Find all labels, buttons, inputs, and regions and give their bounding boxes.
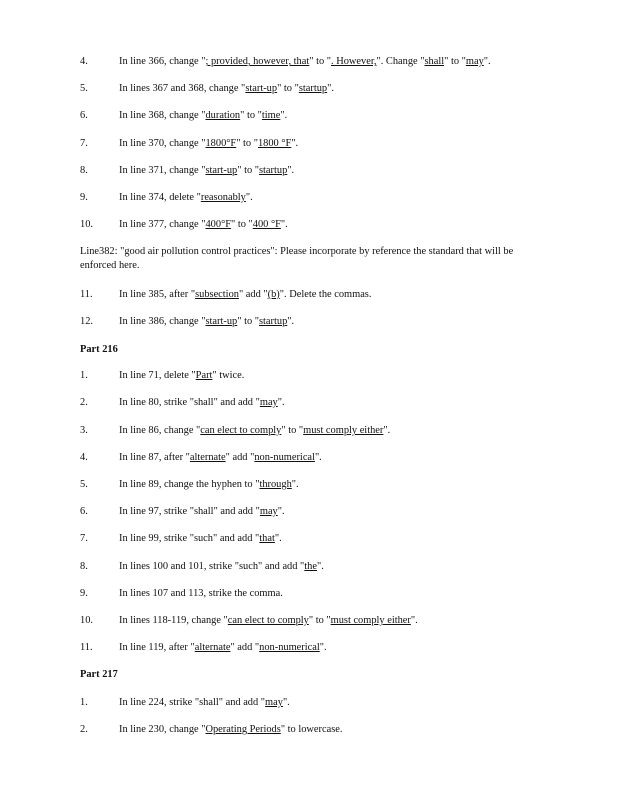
text-segment: In line 368, change " xyxy=(119,110,206,121)
underlined-term: non-numerical xyxy=(259,642,320,653)
underlined-term: may xyxy=(265,697,283,708)
text-segment: ". xyxy=(287,316,295,327)
item-number: 4. xyxy=(80,56,88,67)
text-segment: In line 89, change the hyphen to " xyxy=(119,479,260,490)
item-text xyxy=(119,723,342,736)
text-segment: ". xyxy=(287,165,295,176)
underlined-term: duration xyxy=(205,110,241,121)
underlined-term: alternate xyxy=(194,642,231,653)
underlined-term: startup xyxy=(298,83,328,94)
text-segment: " to " xyxy=(277,83,299,94)
item-number: 5. xyxy=(80,83,88,94)
item-text xyxy=(119,505,285,518)
text-segment: In line 86, change " xyxy=(119,425,201,436)
text-segment: In line 377, change " xyxy=(119,219,206,230)
item-text xyxy=(119,164,294,177)
underlined-term: subsection xyxy=(195,289,239,300)
text-segment: In line 371, change " xyxy=(119,165,206,176)
text-segment: In line 99, strike "such" and add " xyxy=(119,533,260,544)
text-segment: ". xyxy=(245,192,253,203)
item-number: 5. xyxy=(80,479,88,490)
text-segment: In line 386, change " xyxy=(119,316,206,327)
underlined-term: . However, xyxy=(331,56,377,67)
item-text xyxy=(119,369,244,382)
item-number: 6. xyxy=(80,110,88,121)
item-number: 8. xyxy=(80,561,88,572)
underlined-term: Operating Periods xyxy=(205,724,281,735)
underlined-term: time xyxy=(261,110,281,121)
underlined-term: can elect to comply xyxy=(227,615,309,626)
underlined-term: can elect to comply xyxy=(200,425,282,436)
text-segment: ". xyxy=(383,425,391,436)
item-text xyxy=(119,478,299,491)
text-segment: " to " xyxy=(231,219,253,230)
note-line-382: Line382: "good air pollution control practices": Please incorporate by reference the standard that will be enforced here. xyxy=(80,246,514,271)
text-segment: ". xyxy=(483,56,491,67)
text-segment: ". xyxy=(282,697,290,708)
text-segment: ". Change " xyxy=(376,56,425,67)
item-text xyxy=(119,424,390,437)
item-text xyxy=(119,587,283,600)
underlined-term: the xyxy=(304,561,317,572)
item-text xyxy=(119,191,253,204)
item-text xyxy=(119,451,322,464)
item-text xyxy=(119,109,287,122)
text-segment: In lines 118-119, change " xyxy=(119,615,228,626)
item-text xyxy=(119,315,294,328)
item-text xyxy=(119,560,324,573)
underlined-term: shall xyxy=(424,56,445,67)
text-segment: " add " xyxy=(238,289,268,300)
text-segment: " to " xyxy=(281,425,304,436)
underlined-term: start-up xyxy=(205,165,238,176)
text-segment: ". xyxy=(280,110,288,121)
item-number: 6. xyxy=(80,506,88,517)
item-text xyxy=(119,696,290,709)
underlined-term: through xyxy=(259,479,292,490)
text-segment: ". xyxy=(291,479,299,490)
item-number: 7. xyxy=(80,138,88,149)
underlined-term: 1800 °F xyxy=(257,138,292,149)
item-number: 10. xyxy=(80,615,93,626)
text-segment: In line 370, change " xyxy=(119,138,206,149)
underlined-term: Part xyxy=(195,370,213,381)
text-segment: ". xyxy=(314,452,322,463)
underlined-term: reasonably xyxy=(200,192,246,203)
part-217-heading: Part 217 xyxy=(80,669,118,680)
text-segment: ". xyxy=(291,138,299,149)
underlined-term: non-numerical xyxy=(254,452,315,463)
text-segment: ". Delete the commas. xyxy=(279,289,372,300)
text-segment: " to lowercase. xyxy=(280,724,343,735)
text-segment: " add " xyxy=(230,642,260,653)
item-text xyxy=(119,614,418,627)
text-segment: In line 87, after " xyxy=(119,452,190,463)
item-number: 11. xyxy=(80,289,93,300)
text-segment: In lines 367 and 368, change " xyxy=(119,83,246,94)
text-segment: In lines 100 and 101, strike "such" and add " xyxy=(119,561,305,572)
text-segment: ". xyxy=(280,219,288,230)
item-number: 9. xyxy=(80,588,88,599)
item-number: 2. xyxy=(80,397,88,408)
underlined-term: start-up xyxy=(245,83,278,94)
item-text xyxy=(119,137,298,150)
text-segment: " to " xyxy=(237,316,259,327)
underlined-term: startup xyxy=(259,165,288,176)
text-segment: " to " xyxy=(237,165,259,176)
item-number: 10. xyxy=(80,219,93,230)
underlined-term: 400 °F xyxy=(252,219,281,230)
item-number: 11. xyxy=(80,642,93,653)
item-number: 12. xyxy=(80,316,93,327)
underlined-term: (b) xyxy=(267,289,280,300)
part-216-heading: Part 216 xyxy=(80,344,118,355)
text-segment: " twice. xyxy=(212,370,245,381)
text-segment: In line 230, change " xyxy=(119,724,206,735)
text-segment: In line 224, strike "shall" and add " xyxy=(119,697,266,708)
text-segment: " to " xyxy=(444,56,466,67)
underlined-term: may xyxy=(465,56,484,67)
item-text xyxy=(119,82,334,95)
underlined-term: 1800°F xyxy=(205,138,237,149)
text-segment: ". xyxy=(277,397,285,408)
underlined-term: 400°F xyxy=(205,219,232,230)
underlined-term: startup xyxy=(259,316,288,327)
underlined-term: must comply either xyxy=(303,425,384,436)
text-segment: In line 374, delete " xyxy=(119,192,201,203)
item-text xyxy=(119,396,285,409)
item-number: 1. xyxy=(80,697,88,708)
item-number: 9. xyxy=(80,192,88,203)
item-number: 7. xyxy=(80,533,88,544)
text-segment: In line 97, strike "shall" and add " xyxy=(119,506,260,517)
item-text xyxy=(119,55,491,68)
item-text xyxy=(119,641,327,654)
underlined-term: alternate xyxy=(189,452,226,463)
item-text xyxy=(119,532,282,545)
text-segment: In lines 107 and 113, strike the comma. xyxy=(119,588,283,599)
underlined-term: that xyxy=(259,533,275,544)
text-segment: In line 71, delete " xyxy=(119,370,196,381)
text-segment: In line 119, after " xyxy=(119,642,195,653)
text-segment: " to " xyxy=(309,56,331,67)
text-segment: " to " xyxy=(236,138,258,149)
text-segment: ". xyxy=(410,615,418,626)
text-segment: In line 80, strike "shall" and add " xyxy=(119,397,260,408)
item-number: 3. xyxy=(80,425,88,436)
underlined-term: ; provided, however, that xyxy=(205,56,310,67)
item-number: 8. xyxy=(80,165,88,176)
item-number: 2. xyxy=(80,724,88,735)
item-number: 1. xyxy=(80,370,88,381)
text-segment: " to " xyxy=(240,110,262,121)
text-segment: ". xyxy=(317,561,324,572)
text-segment: " add " xyxy=(225,452,255,463)
text-segment: In line 385, after " xyxy=(119,289,196,300)
text-segment: ". xyxy=(274,533,282,544)
item-text xyxy=(119,218,288,231)
text-segment: In line 366, change " xyxy=(119,56,206,67)
text-segment: " to " xyxy=(308,615,331,626)
item-number: 4. xyxy=(80,452,88,463)
item-text xyxy=(119,288,371,301)
underlined-term: must comply either xyxy=(330,615,411,626)
text-segment: ". xyxy=(277,506,285,517)
underlined-term: start-up xyxy=(205,316,238,327)
text-segment: ". xyxy=(327,83,334,94)
underlined-term: may xyxy=(259,397,278,408)
underlined-term: may xyxy=(259,506,278,517)
text-segment: ". xyxy=(319,642,327,653)
